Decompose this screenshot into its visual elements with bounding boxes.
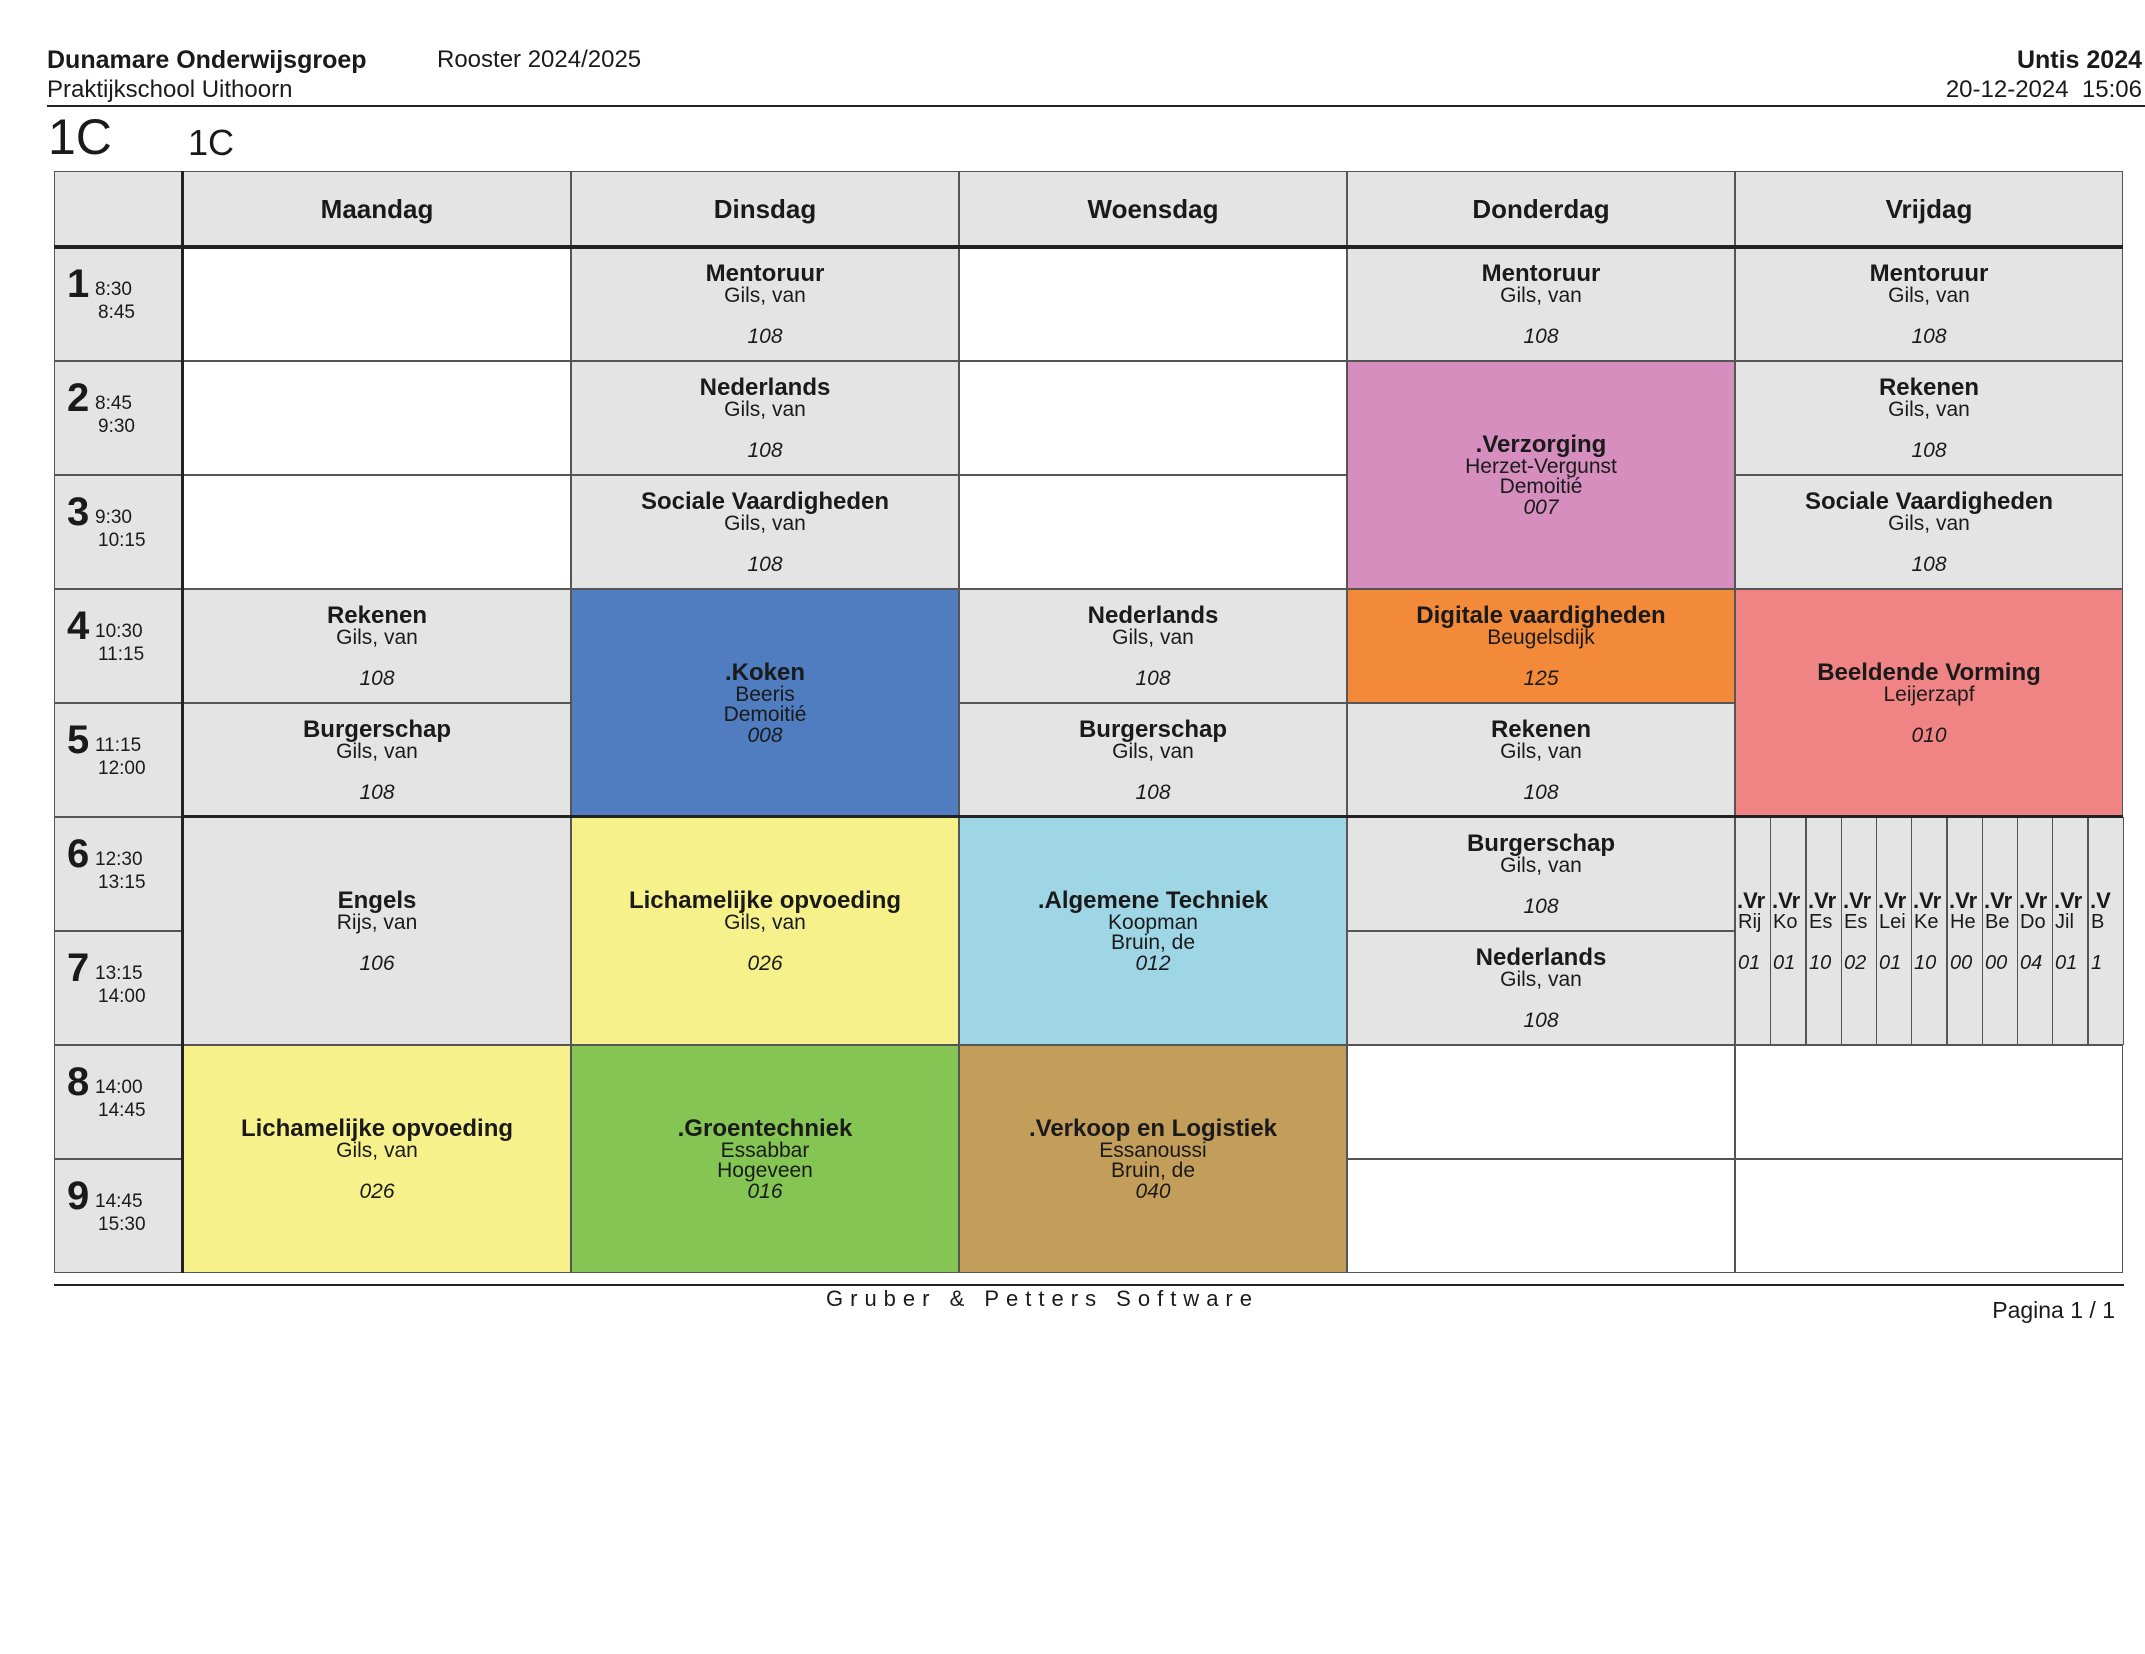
- lesson-teacher: Gils, van: [724, 512, 806, 535]
- lesson-teacher: Gils, van: [1888, 512, 1970, 535]
- empty-slot: [1735, 1045, 2123, 1159]
- lesson-subject: .Groentechniek: [677, 1115, 853, 1142]
- split-lesson[interactable]: [1770, 817, 1806, 1045]
- lesson-block[interactable]: [1735, 475, 2123, 589]
- split-lesson-subject: .Vr: [2019, 888, 2048, 913]
- split-lesson-room: 02: [1844, 952, 1867, 974]
- period-end-time: 14:45: [98, 1100, 146, 1121]
- split-lesson-room: 10: [1809, 952, 1832, 974]
- class-title: 1C: [48, 109, 112, 165]
- lesson-teacher: Gils, van: [1500, 854, 1582, 877]
- period-end-time: 13:15: [98, 872, 146, 893]
- lesson-content: [1736, 376, 2122, 462]
- lesson-block[interactable]: [571, 475, 959, 589]
- lesson-room: 012: [1135, 952, 1171, 975]
- lesson-teacher: Gils, van: [336, 626, 418, 649]
- schedule-year: Rooster 2024/2025: [437, 46, 642, 73]
- empty-slot: [959, 361, 1347, 475]
- lesson-room: 108: [1911, 439, 1947, 462]
- lesson-room: 040: [1135, 1180, 1171, 1203]
- period-label: [54, 817, 183, 931]
- lesson-room: 108: [1523, 325, 1559, 348]
- split-lesson-teacher: Rij: [1738, 911, 1762, 933]
- lesson-block[interactable]: [1347, 589, 1735, 703]
- software-credit: Gruber & Petters Software: [826, 1286, 1259, 1311]
- split-lesson-subject: .Vr: [1913, 888, 1942, 913]
- lesson-teacher: Beeris: [735, 683, 795, 706]
- period-end-time: 9:30: [98, 416, 135, 437]
- lesson-content: [1348, 946, 1734, 1032]
- day-header-vrijdag: Vrijdag: [1735, 171, 2123, 247]
- empty-slot: [183, 361, 571, 475]
- lesson-room: 125: [1523, 667, 1559, 690]
- period-start-time: 14:45: [95, 1191, 143, 1212]
- lesson-content: [1736, 490, 2122, 576]
- lesson-teacher: Essabbar: [720, 1139, 810, 1162]
- lesson-subject: Burgerschap: [1078, 716, 1228, 743]
- period-label: [54, 931, 183, 1045]
- lesson-block[interactable]: [571, 361, 959, 475]
- period-end-time: 15:30: [98, 1214, 146, 1235]
- empty-slot: [959, 247, 1347, 361]
- grid-thick-line: [183, 815, 2123, 818]
- split-lesson-room: 01: [1879, 952, 1902, 974]
- page-number: Pagina 1 / 1: [1992, 1297, 2115, 1323]
- lesson-room: 108: [1135, 667, 1171, 690]
- lesson-subject: Nederlands: [1087, 602, 1219, 629]
- split-lesson-teacher: He: [1950, 911, 1976, 933]
- lesson-content: [960, 718, 1346, 804]
- split-lesson-teacher: Es: [1809, 911, 1833, 933]
- lesson-teacher: Demoitié: [1499, 475, 1583, 498]
- lesson-subject: Lichamelijke opvoeding: [628, 887, 902, 914]
- lesson-teacher: Gils, van: [724, 284, 806, 307]
- print-date: 20-12-2024 15:06: [1945, 76, 2142, 103]
- split-lesson-subject: .Vr: [1878, 888, 1907, 913]
- period-number: 8: [67, 1060, 90, 1104]
- period-start-time: 11:15: [95, 735, 142, 756]
- lesson-content: [960, 889, 1346, 975]
- lesson-block[interactable]: [183, 817, 571, 1045]
- lesson-content: [572, 262, 958, 348]
- lesson-teacher: Gils, van: [1888, 284, 1970, 307]
- lesson-teacher: Rijs, van: [336, 911, 418, 934]
- period-start-time: 14:00: [95, 1077, 143, 1098]
- split-lesson-teacher: Be: [1985, 911, 2010, 933]
- lesson-content: [1348, 604, 1734, 690]
- school-location: Praktijkschool Uithoorn: [47, 76, 293, 103]
- lesson-block[interactable]: [183, 1045, 571, 1273]
- lesson-teacher: Gils, van: [724, 911, 806, 934]
- period-number: 6: [67, 832, 90, 876]
- split-lesson-room: 00: [1950, 952, 1973, 974]
- lesson-teacher: Demoitié: [723, 703, 807, 726]
- split-lesson-teacher: Es: [1844, 911, 1868, 933]
- split-lesson-content: [1877, 890, 1911, 974]
- lesson-subject: .Koken: [724, 659, 805, 686]
- day-header-donderdag: Donderdag: [1347, 171, 1735, 247]
- lesson-teacher: Gils, van: [1112, 740, 1194, 763]
- split-lesson-content: [2018, 890, 2052, 974]
- lesson-block[interactable]: [959, 817, 1347, 1045]
- lesson-subject: Sociale Vaardigheden: [640, 488, 890, 515]
- split-lesson-content: [1771, 890, 1805, 974]
- empty-slot: [183, 247, 571, 361]
- period-end-time: 14:00: [98, 986, 146, 1007]
- period-label: [54, 361, 183, 475]
- split-lesson-content: [1842, 890, 1876, 974]
- lesson-content: [572, 376, 958, 462]
- split-lesson[interactable]: [1876, 817, 1912, 1045]
- empty-slot: [1347, 1159, 1735, 1273]
- lesson-block[interactable]: [959, 703, 1347, 817]
- empty-slot: [959, 475, 1347, 589]
- split-lesson[interactable]: [2017, 817, 2053, 1045]
- lesson-content: [1348, 433, 1734, 519]
- lesson-block[interactable]: [1347, 361, 1735, 589]
- lesson-block[interactable]: [1735, 589, 2123, 817]
- lesson-room: 108: [747, 553, 783, 576]
- lesson-content: [960, 604, 1346, 690]
- split-lesson-room: 04: [2020, 952, 2043, 974]
- lesson-content: [572, 490, 958, 576]
- lesson-teacher: Gils, van: [1888, 398, 1970, 421]
- lesson-teacher: Gils, van: [1500, 740, 1582, 763]
- lesson-block[interactable]: [571, 1045, 959, 1273]
- school-name: Dunamare Onderwijsgroep: [47, 46, 367, 74]
- split-lesson-content: [1912, 890, 1946, 974]
- lesson-block[interactable]: [571, 247, 959, 361]
- lesson-subject: Digitale vaardigheden: [1416, 602, 1666, 629]
- lesson-block[interactable]: [571, 589, 959, 817]
- lesson-content: [1736, 262, 2122, 348]
- lesson-subject: .Verkoop en Logistiek: [1028, 1115, 1278, 1142]
- empty-slot: [1347, 1045, 1735, 1159]
- split-lesson[interactable]: [2088, 817, 2124, 1045]
- lesson-content: [1348, 262, 1734, 348]
- lesson-subject: Lichamelijke opvoeding: [240, 1115, 514, 1142]
- lesson-content: [184, 604, 570, 690]
- period-label: [54, 703, 183, 817]
- lesson-teacher: Herzet-Vergunst: [1465, 455, 1617, 478]
- lesson-block[interactable]: [1347, 247, 1735, 361]
- split-lesson-teacher: Ko: [1773, 911, 1798, 933]
- lesson-room: 010: [1911, 724, 1947, 747]
- software-version: Untis 2024: [2016, 46, 2142, 74]
- period-number: 9: [67, 1174, 90, 1218]
- period-number: 5: [67, 718, 90, 762]
- lesson-block[interactable]: [1347, 817, 1735, 931]
- grid-thick-line: [54, 245, 2123, 249]
- lesson-teacher: Gils, van: [724, 398, 806, 421]
- lesson-room: 108: [1135, 781, 1171, 804]
- day-header-woensdag: Woensdag: [959, 171, 1347, 247]
- lesson-subject: Rekenen: [326, 602, 428, 629]
- lesson-subject: Burgerschap: [302, 716, 452, 743]
- lesson-teacher: Gils, van: [1500, 968, 1582, 991]
- lesson-teacher: Hogeveen: [717, 1159, 813, 1182]
- period-start-time: 9:30: [95, 507, 132, 528]
- lesson-room: 108: [1523, 781, 1559, 804]
- lesson-content: [184, 718, 570, 804]
- split-lesson-subject: .Vr: [1737, 888, 1766, 913]
- lesson-block[interactable]: [1347, 931, 1735, 1045]
- lesson-teacher: Essanoussi: [1099, 1139, 1207, 1162]
- lesson-subject: Nederlands: [1475, 944, 1607, 971]
- split-lesson-content: [1983, 890, 2017, 974]
- split-lesson[interactable]: [1982, 817, 2018, 1045]
- lesson-subject: .Algemene Techniek: [1037, 887, 1269, 914]
- split-lesson-subject: .Vr: [1949, 888, 1978, 913]
- day-header-maandag: Maandag: [183, 171, 571, 247]
- split-lesson-content: [2089, 890, 2123, 974]
- lesson-content: [1736, 661, 2122, 747]
- lesson-room: 108: [1911, 553, 1947, 576]
- split-lesson-room: 1: [2091, 952, 2103, 974]
- empty-slot: [183, 475, 571, 589]
- split-lesson-content: [1948, 890, 1982, 974]
- lesson-subject: Burgerschap: [1466, 830, 1616, 857]
- lesson-teacher: Leijerzapf: [1883, 683, 1975, 706]
- lesson-room: 108: [359, 667, 395, 690]
- lesson-content: [1348, 718, 1734, 804]
- period-end-time: 11:15: [98, 644, 145, 665]
- split-lesson-subject: .Vr: [1808, 888, 1837, 913]
- lesson-content: [572, 889, 958, 975]
- period-label: [54, 247, 183, 361]
- lesson-room: 108: [1523, 1009, 1559, 1032]
- period-number: 4: [67, 604, 90, 648]
- lesson-room: 108: [747, 325, 783, 348]
- split-lesson-teacher: B: [2091, 911, 2105, 933]
- lesson-content: [572, 661, 958, 747]
- lesson-room: 026: [359, 1180, 395, 1203]
- lesson-block[interactable]: [183, 589, 571, 703]
- split-lesson-room: 10: [1914, 952, 1937, 974]
- split-lesson[interactable]: [1735, 817, 1771, 1045]
- lesson-teacher: Gils, van: [1112, 626, 1194, 649]
- split-lesson[interactable]: [2052, 817, 2088, 1045]
- period-label: [54, 475, 183, 589]
- split-lesson-subject: .Vr: [1772, 888, 1801, 913]
- split-lesson[interactable]: [1841, 817, 1877, 1045]
- period-label: [54, 589, 183, 703]
- split-lesson-teacher: Ke: [1914, 911, 1939, 933]
- split-lesson-subject: .V: [2090, 888, 2111, 913]
- lesson-subject: Mentoruur: [1481, 260, 1601, 287]
- period-start-time: 8:30: [95, 279, 132, 300]
- lesson-content: [572, 1117, 958, 1203]
- split-lesson[interactable]: [1947, 817, 1983, 1045]
- split-lesson-room: 01: [2055, 952, 2078, 974]
- lesson-content: [184, 889, 570, 975]
- lesson-teacher: Gils, van: [336, 740, 418, 763]
- split-lesson-subject: .Vr: [1984, 888, 2013, 913]
- lesson-teacher: Koopman: [1108, 911, 1198, 934]
- period-start-time: 13:15: [95, 963, 143, 984]
- lesson-content: [184, 1117, 570, 1203]
- period-start-time: 8:45: [95, 393, 132, 414]
- split-lesson-subject: .Vr: [1843, 888, 1872, 913]
- lesson-teacher: Beugelsdijk: [1487, 626, 1595, 649]
- lesson-subject: Rekenen: [1878, 374, 1980, 401]
- lesson-block[interactable]: [959, 1045, 1347, 1273]
- lesson-block[interactable]: [571, 817, 959, 1045]
- lesson-room: 026: [747, 952, 783, 975]
- lesson-room: 108: [359, 781, 395, 804]
- split-lesson-teacher: Jil: [2055, 911, 2074, 933]
- split-lesson[interactable]: [1806, 817, 1842, 1045]
- day-header-dinsdag: Dinsdag: [571, 171, 959, 247]
- lesson-subject: Mentoruur: [1869, 260, 1989, 287]
- lesson-room: 106: [359, 952, 395, 975]
- empty-slot: [1735, 1159, 2123, 1273]
- split-lesson[interactable]: [1911, 817, 1947, 1045]
- period-end-time: 8:45: [98, 302, 135, 323]
- class-subtitle: 1C: [188, 122, 235, 163]
- lesson-room: 108: [1523, 895, 1559, 918]
- lesson-subject: Mentoruur: [705, 260, 825, 287]
- lesson-block[interactable]: [1347, 703, 1735, 817]
- lesson-content: [960, 1117, 1346, 1203]
- split-lesson-teacher: Do: [2020, 911, 2046, 933]
- lesson-subject: .Verzorging: [1475, 431, 1607, 458]
- lesson-subject: Nederlands: [699, 374, 831, 401]
- period-end-time: 10:15: [98, 530, 146, 551]
- lesson-teacher: Bruin, de: [1110, 1159, 1196, 1182]
- split-lesson-room: 00: [1985, 952, 2008, 974]
- lesson-room: 108: [1911, 325, 1947, 348]
- lesson-teacher: Gils, van: [336, 1139, 418, 1162]
- lesson-subject: Sociale Vaardigheden: [1804, 488, 2054, 515]
- period-start-time: 10:30: [95, 621, 143, 642]
- lesson-teacher: Gils, van: [1500, 284, 1582, 307]
- lesson-subject: Beeldende Vorming: [1817, 659, 2041, 686]
- period-end-time: 12:00: [98, 758, 146, 779]
- split-lesson-room: 01: [1738, 952, 1761, 974]
- period-label: [54, 1045, 183, 1159]
- lesson-block[interactable]: [959, 589, 1347, 703]
- period-start-time: 12:30: [95, 849, 143, 870]
- period-number: 2: [67, 376, 90, 420]
- lesson-room: 007: [1523, 496, 1559, 519]
- period-number: 7: [67, 946, 90, 990]
- lesson-block[interactable]: [1735, 361, 2123, 475]
- period-label: [54, 1159, 183, 1273]
- split-lesson-content: [1736, 890, 1770, 974]
- split-lesson-room: 01: [1773, 952, 1796, 974]
- split-lesson-content: [1807, 890, 1841, 974]
- lesson-content: [1348, 832, 1734, 918]
- grid-corner: [54, 171, 183, 247]
- split-lesson-subject: .Vr: [2054, 888, 2083, 913]
- lesson-room: 016: [747, 1180, 783, 1203]
- split-lesson-content: [2053, 890, 2087, 974]
- period-number: 3: [67, 490, 90, 534]
- lesson-room: 008: [747, 724, 783, 747]
- lesson-block[interactable]: [183, 703, 571, 817]
- lesson-subject: Engels: [337, 887, 417, 914]
- lesson-block[interactable]: [1735, 247, 2123, 361]
- lesson-teacher: Bruin, de: [1110, 931, 1196, 954]
- period-number: 1: [67, 262, 90, 306]
- lesson-subject: Rekenen: [1490, 716, 1592, 743]
- grid-thick-line: [181, 171, 184, 1273]
- split-lesson-teacher: Lei: [1879, 911, 1906, 933]
- lesson-room: 108: [747, 439, 783, 462]
